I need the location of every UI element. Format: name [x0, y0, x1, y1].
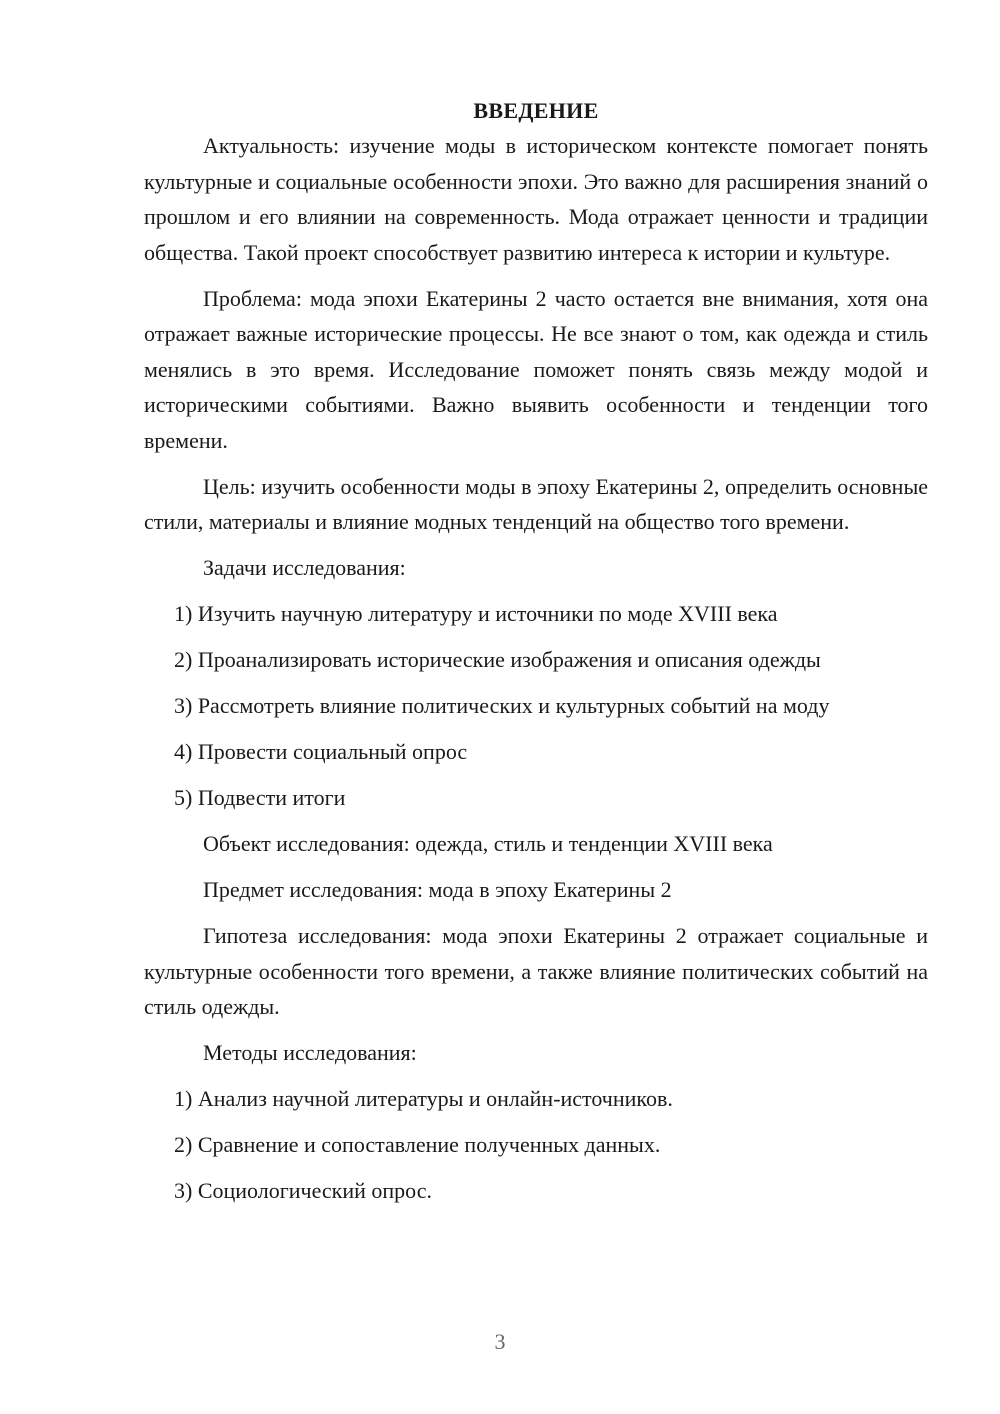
tasks-heading: Задачи исследования: — [203, 555, 406, 580]
research-object: Объект исследования: одежда, стиль и тенденции XVIII века — [203, 831, 773, 856]
task-item: 3) Рассмотреть влияние политических и культурных событий на моду — [174, 693, 830, 718]
method-item: 1) Анализ научной литературы и онлайн-источников. — [174, 1086, 673, 1111]
method-item: 3) Социологический опрос. — [174, 1178, 432, 1203]
page-number: 3 — [494, 1329, 506, 1354]
problem-paragraph: Проблема: мода эпохи Екатерины 2 часто остается вне внимания, хотя она отражает важные исторические процессы. Не все знают о том, как одежда и стиль менялись в это время. Исследование поможет понять связь между модой и историческими событиями. Важно выявить особенности и тенденции того времени. — [144, 285, 928, 453]
relevance-paragraph: Актуальность: изучение моды в историческом контексте помогает понять культурные и социальные особенности эпохи. Это важно для расширения знаний о прошлом и его влиянии на современность. Мода отражает ценности и традиции общества. Такой проект способствует развитию интереса к истории и культуре. — [144, 133, 928, 265]
document-page — [144, 94, 928, 1219]
task-item: 2) Проанализировать исторические изображения и описания одежды — [174, 647, 821, 672]
task-item: 1) Изучить научную литературу и источники по моде XVIII века — [174, 601, 778, 626]
research-subject: Предмет исследования: мода в эпоху Екатерины 2 — [203, 877, 672, 902]
section-title: ВВЕДЕНИЕ — [473, 98, 599, 123]
hypothesis-paragraph: Гипотеза исследования: мода эпохи Екатерины 2 отражает социальные и культурные особенности того времени, а также влияние политических событий на стиль одежды. — [144, 923, 928, 1019]
task-item: 4) Провести социальный опрос — [174, 739, 468, 764]
goal-paragraph: Цель: изучить особенности моды в эпоху Екатерины 2, определить основные стили, материалы и влияние модных тенденций на общество того времени. — [144, 473, 928, 534]
method-item: 2) Сравнение и сопоставление полученных данных. — [174, 1132, 661, 1157]
methods-heading: Методы исследования: — [203, 1040, 417, 1065]
task-item: 5) Подвести итоги — [174, 785, 346, 810]
